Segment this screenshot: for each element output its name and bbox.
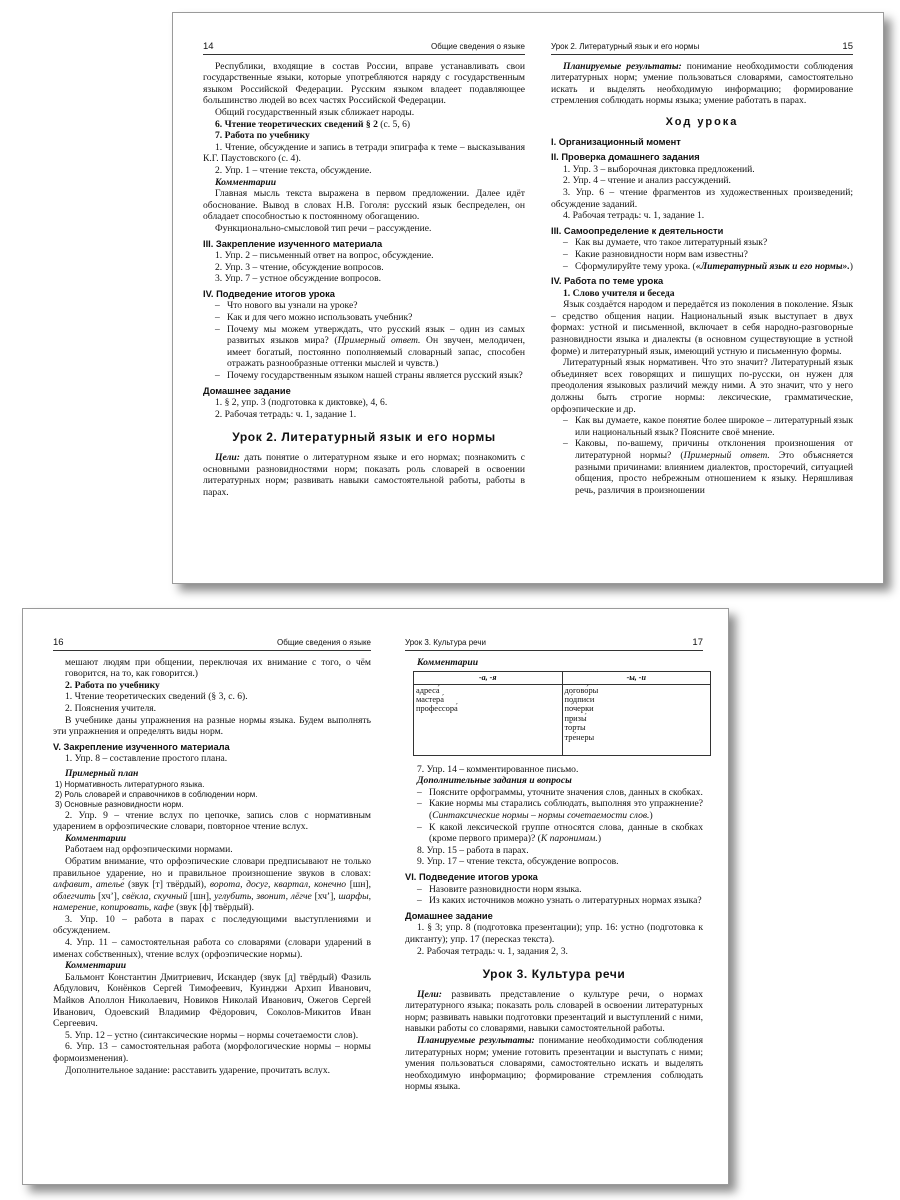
paragraph: Литературный язык нормативен. Что это значит? Литературный язык объединяет всех говорящих и пишущих по-русски, он нужен для преодоления языковых различий между ними. А это значит, что у него должны быть строгие нормы: лексические, грамматические, орфоэпические и др. bbox=[551, 357, 853, 415]
page-number: 16 bbox=[53, 637, 64, 648]
paragraph: Работаем над орфоэпическими нормами. bbox=[65, 844, 233, 856]
page-15 bbox=[551, 41, 853, 496]
list-item: 2. Пояснения учителя. bbox=[65, 702, 157, 714]
goals-paragraph: Цели: развивать представление о культуре речи, о нормах литературного языка; показать роль словарей в освоении литературных норм; развивать навыки подготовки презентаций и выступлений с ними, навыки работы со словарями, навыки самостоятельной работы. bbox=[405, 988, 703, 1035]
table-word: тре́неры bbox=[564, 732, 595, 742]
section-heading: II. Проверка домашнего задания bbox=[551, 152, 700, 163]
question-item: – Как и для чего можно использовать учебник? bbox=[215, 312, 413, 324]
table-word: по́дписи bbox=[564, 695, 595, 704]
plan-item: 3) Основные разновидности норм. bbox=[55, 799, 184, 809]
paragraph: мешают людям при общении, переключая их внимание с того, о чём говорится, на то, как говорится.) bbox=[65, 656, 371, 680]
table-word: по́черки bbox=[564, 704, 594, 714]
step-heading: 2. Работа по учебнику bbox=[65, 679, 160, 691]
page-17 bbox=[405, 637, 703, 1093]
section-heading: I. Организационный момент bbox=[551, 136, 681, 147]
list-item: 4. Рабочая тетрадь: ч. 1, задание 1. bbox=[563, 210, 705, 222]
table-cell bbox=[414, 684, 563, 755]
page-number: 15 bbox=[842, 41, 853, 52]
plan-item: 1) Нормативность литературного языка. bbox=[55, 779, 205, 789]
plan-item: 2) Роль словарей и справочников в соблюдении норм. bbox=[55, 789, 258, 799]
question-item: – Что нового вы узнали на уроке? bbox=[215, 300, 358, 312]
question-item: – Из каких источников можно узнать о литературных нормах языка? bbox=[417, 895, 702, 907]
list-item: 7. Упр. 14 – комментированное письмо. bbox=[417, 763, 579, 775]
question-item: – Какие разновидности норм вам известны? bbox=[563, 248, 748, 260]
extra-tasks-label: Дополнительные задания и вопросы bbox=[417, 775, 572, 787]
paragraph: Республики, входящие в состав России, вправе устанавливать свои государственные языки, которые употребляются наряду с государственным языком Российской Федерации. Русским языком владеет подавляющее большинство людей во всех частях Российской Федерации. bbox=[203, 60, 525, 107]
list-item: 4. Упр. 11 – самостоятельная работа со словарями (словари ударений в именах собственных), чтение вслух (орфоэпические нормы). bbox=[53, 937, 371, 960]
table-word: адреса́ bbox=[416, 685, 440, 695]
list-item: 3. Упр. 7 – устное обсуждение вопросов. bbox=[215, 273, 381, 285]
lesson-title: Урок 2. Литературный язык и его нормы bbox=[232, 430, 496, 445]
list-item: 2. Упр. 4 – чтение и анализ рассуждений. bbox=[563, 175, 731, 187]
list-item: 8. Упр. 15 – работа в парах. bbox=[417, 844, 529, 856]
section-heading: IV. Работа по теме урока bbox=[551, 276, 664, 287]
section-heading: V. Закрепление изученного материала bbox=[53, 741, 230, 752]
paragraph: В учебнике даны упражнения на разные нормы языка. Будем выполнять эти упражнения и определять виды норм. bbox=[53, 714, 371, 738]
planned-results: Планируемые результаты: понимание необходимости соблюдения литературных норм; умение готовить презентации и выступать с ними; умения пользоваться словарями, самостоятельно искать и выделять необходимую информацию; формирование стремления соблюдать нормы языка. bbox=[405, 1035, 703, 1093]
question-item: – Какие нормы мы старались соблюдать, выполняя это упражнение? (Синтаксические нормы – нормы сочетаемости слов.) bbox=[417, 798, 703, 821]
section-heading: VI. Подведение итогов урока bbox=[405, 871, 538, 882]
top-book-spread bbox=[172, 12, 884, 584]
list-item: 1. Чтение теоретических сведений (§ 3, с. 6). bbox=[65, 691, 248, 703]
list-item: 1. Упр. 8 – составление простого плана. bbox=[65, 753, 228, 765]
table-word: догово́ры bbox=[564, 685, 599, 695]
bottom-book-spread bbox=[22, 608, 729, 1185]
running-header bbox=[203, 41, 525, 55]
question-item: – Каковы, по-вашему, причины отклонения произношения от литературной нормы? (Примерный ответ. Это объясняется разными причинами: влиянием диалектов, просторечий, ситуацией общения, просто небрежным отношением к языку. Неряшливая речь, различия в произношении bbox=[563, 438, 853, 496]
paragraph: Функционально-смысловой тип речи – рассуждение. bbox=[215, 222, 432, 234]
lesson-flow-title: Ход урока bbox=[665, 115, 739, 128]
question-item: – Как вы думаете, что такое литературный язык? bbox=[563, 237, 768, 249]
page-14 bbox=[203, 41, 525, 498]
comments-label: Комментарии bbox=[65, 832, 127, 844]
question-item: – Назовите разновидности норм языка. bbox=[417, 883, 582, 895]
list-item: 5. Упр. 12 – устно (синтаксические нормы – нормы сочетаемости слов). bbox=[65, 1029, 359, 1041]
list-item: 2. Рабочая тетрадь: ч. 1, задание 1. bbox=[215, 408, 357, 420]
section-heading: Домашнее задание bbox=[203, 385, 291, 396]
list-item: 1. § 3; упр. 8 (подготовка презентации); упр. 16: устно (подготовка к диктанту); упр. 17 (пересказ текста). bbox=[405, 922, 703, 945]
section-heading: IV. Подведение итогов урока bbox=[203, 288, 335, 299]
paragraph: Главная мысль текста выражена в первом предложении. Далее идёт обоснование. Вывод в словах Н.В. Гоголя: русский язык беспределен, он обладает способностью к постоянному обогащению. bbox=[203, 188, 525, 223]
step-heading: 1. Слово учителя и беседа bbox=[563, 287, 675, 299]
planned-results: Планируемые результаты: понимание необходимости соблюдения литературных норм; умение пользоваться словарями, самостоятельно искать и выделять необходимую информацию; формирование стремления соблюдать нормы языка; умение работать в парах. bbox=[551, 60, 853, 107]
running-header bbox=[551, 41, 853, 55]
step-heading: 7. Работа по учебнику bbox=[215, 130, 310, 142]
list-item: 2. Упр. 9 – чтение вслух по цепочке, запись слов с нормативным ударением в орфоэпические словари, повторное чтение вслух. bbox=[53, 809, 371, 833]
paragraph: Общий государственный язык сближает народы. bbox=[215, 106, 415, 118]
list-item: 1. § 2, упр. 3 (подготовка к диктовке), 4, 6. bbox=[215, 397, 388, 409]
table-word: мастера́ bbox=[416, 695, 444, 704]
goals-paragraph: Цели: дать понятие о литературном языке и его нормах; познакомить с основными разновидностями норм; показать роль словарей в освоении литературных норм; развивать навыки самостоятельной работы, работы в парах. bbox=[203, 452, 525, 498]
table-word: призы́ bbox=[564, 713, 587, 723]
plan-label: Примерный план bbox=[65, 767, 139, 779]
step-heading: 6. Чтение теоретических сведений § 2 (с. 5, 6) bbox=[215, 118, 411, 130]
page-number: 14 bbox=[203, 41, 214, 52]
list-item: 2. Упр. 3 – чтение, обсуждение вопросов. bbox=[215, 261, 384, 273]
list-item: 1. Чтение, обсуждение и запись в тетради эпиграфа к теме – высказывания К.Г. Паустовского (с. 4). bbox=[203, 141, 525, 165]
list-item: 9. Упр. 17 – чтение текста, обсуждение вопросов. bbox=[417, 856, 619, 868]
table-cell bbox=[562, 684, 711, 755]
stress-table bbox=[413, 671, 711, 755]
running-title: Урок 3. Культура речи bbox=[405, 638, 486, 647]
question-item: – Сформулируйте тему урока. («Литературный язык и его нормы».) bbox=[563, 260, 853, 272]
page-16 bbox=[53, 637, 371, 1076]
running-header bbox=[53, 637, 371, 651]
table-word: профессора́ bbox=[416, 704, 458, 714]
question-item: – Как вы думаете, какое понятие более широкое – литературный язык или национальный язык? Поясните своё мнение. bbox=[563, 415, 853, 438]
list-item: 1. Упр. 2 – письменный ответ на вопрос, обсуждение. bbox=[215, 250, 434, 262]
list-item: 2. Рабочая тетрадь: ч. 1, задания 2, 3. bbox=[417, 945, 568, 957]
list-item: 1. Упр. 3 – выборочная диктовка предложений. bbox=[563, 163, 755, 175]
table-header: -ы, -и bbox=[562, 672, 711, 684]
question-item: – Поясните орфограммы, уточните значения слов, данных в скобках. bbox=[417, 786, 703, 798]
question-item: – К какой лексической группе относятся слова, данные в скобках (кроме первого примера)? (К паронимам.) bbox=[417, 821, 703, 845]
running-title: Общие сведения о языке bbox=[431, 42, 525, 51]
question-item: – Почему мы можем утверждать, что русский язык – один из самых развитых языков мира? (Примерный ответ. Он звучен, мелодичен, имеет богатый, постоянно пополняемый словарный запас, способен отражать разнообразные оттенки мыслей и чувств.) bbox=[215, 323, 525, 370]
section-heading: III. Самоопределение к деятельности bbox=[551, 225, 724, 236]
question-item: – Почему государственным языком нашей страны является русский язык? bbox=[215, 370, 523, 382]
paragraph: Обратим внимание, что орфоэпические словари предписывают не только правильное ударение, но и правильное произношение звуков в словах: алфавит, ателье́ (звук [т] твёрдый), ворота, досуг, квартал, конечно [шн], облегчить [хч’], свёкла, скучный [шн], углубить, звонит, лёгче [хч’], шарфы, намерение, копировать, кафе (звук [ф] твёрдый). bbox=[53, 855, 372, 914]
comments-label: Комментарии bbox=[215, 176, 277, 188]
section-heading: Домашнее задание bbox=[405, 910, 493, 921]
paragraph: Бальмонт Константин Дмитриевич, Искандер (звук [д] твёрдый) Фазиль Абдулович, Конёнков Сергей Тимофеевич, Куинджи Архип Иванович, Майков Аполлон Николаевич, Новиков Николай Иванович, Ожегов Сергей Иванович, Одоевский Владимир Фёдорович, Соколов-Микитов Иван Сергеевич. bbox=[53, 971, 371, 1030]
list-item: 3. Упр. 6 – чтение фрагментов из художественных произведений; обсуждение заданий. bbox=[551, 186, 853, 210]
running-title: Урок 2. Литературный язык и его нормы bbox=[551, 42, 700, 51]
table-header: -а, -я bbox=[414, 672, 563, 684]
paragraph: Дополнительное задание: расставить ударение, прочитать вслух. bbox=[65, 1064, 331, 1076]
table-word: то́рты bbox=[564, 723, 586, 733]
list-item: 6. Упр. 13 – самостоятельная работа (морфологические нормы – нормы формоизменения). bbox=[53, 1041, 371, 1064]
list-item: 3. Упр. 10 – работа в парах с последующими выступлениями и обсуждением. bbox=[53, 913, 371, 937]
lesson-title: Урок 3. Культура речи bbox=[482, 967, 626, 982]
paragraph: Язык создаётся народом и передаётся из поколения в поколение. Язык – средство общения нации. Национальный язык выступает в двух формах: устной и письменной, включает в себя народно-разговорные разновидности языка и диалекты (в основном существующие в устной форме) и литературный язык, имеющий устную и письменную формы. bbox=[551, 299, 853, 357]
comments-label: Комментарии bbox=[65, 960, 127, 972]
section-heading: III. Закрепление изученного материала bbox=[203, 238, 383, 249]
running-title: Общие сведения о языке bbox=[277, 638, 371, 647]
page-number: 17 bbox=[692, 637, 703, 648]
running-header bbox=[405, 637, 703, 651]
comments-label: Комментарии bbox=[417, 656, 479, 668]
list-item: 2. Упр. 1 – чтение текста, обсуждение. bbox=[215, 164, 372, 176]
